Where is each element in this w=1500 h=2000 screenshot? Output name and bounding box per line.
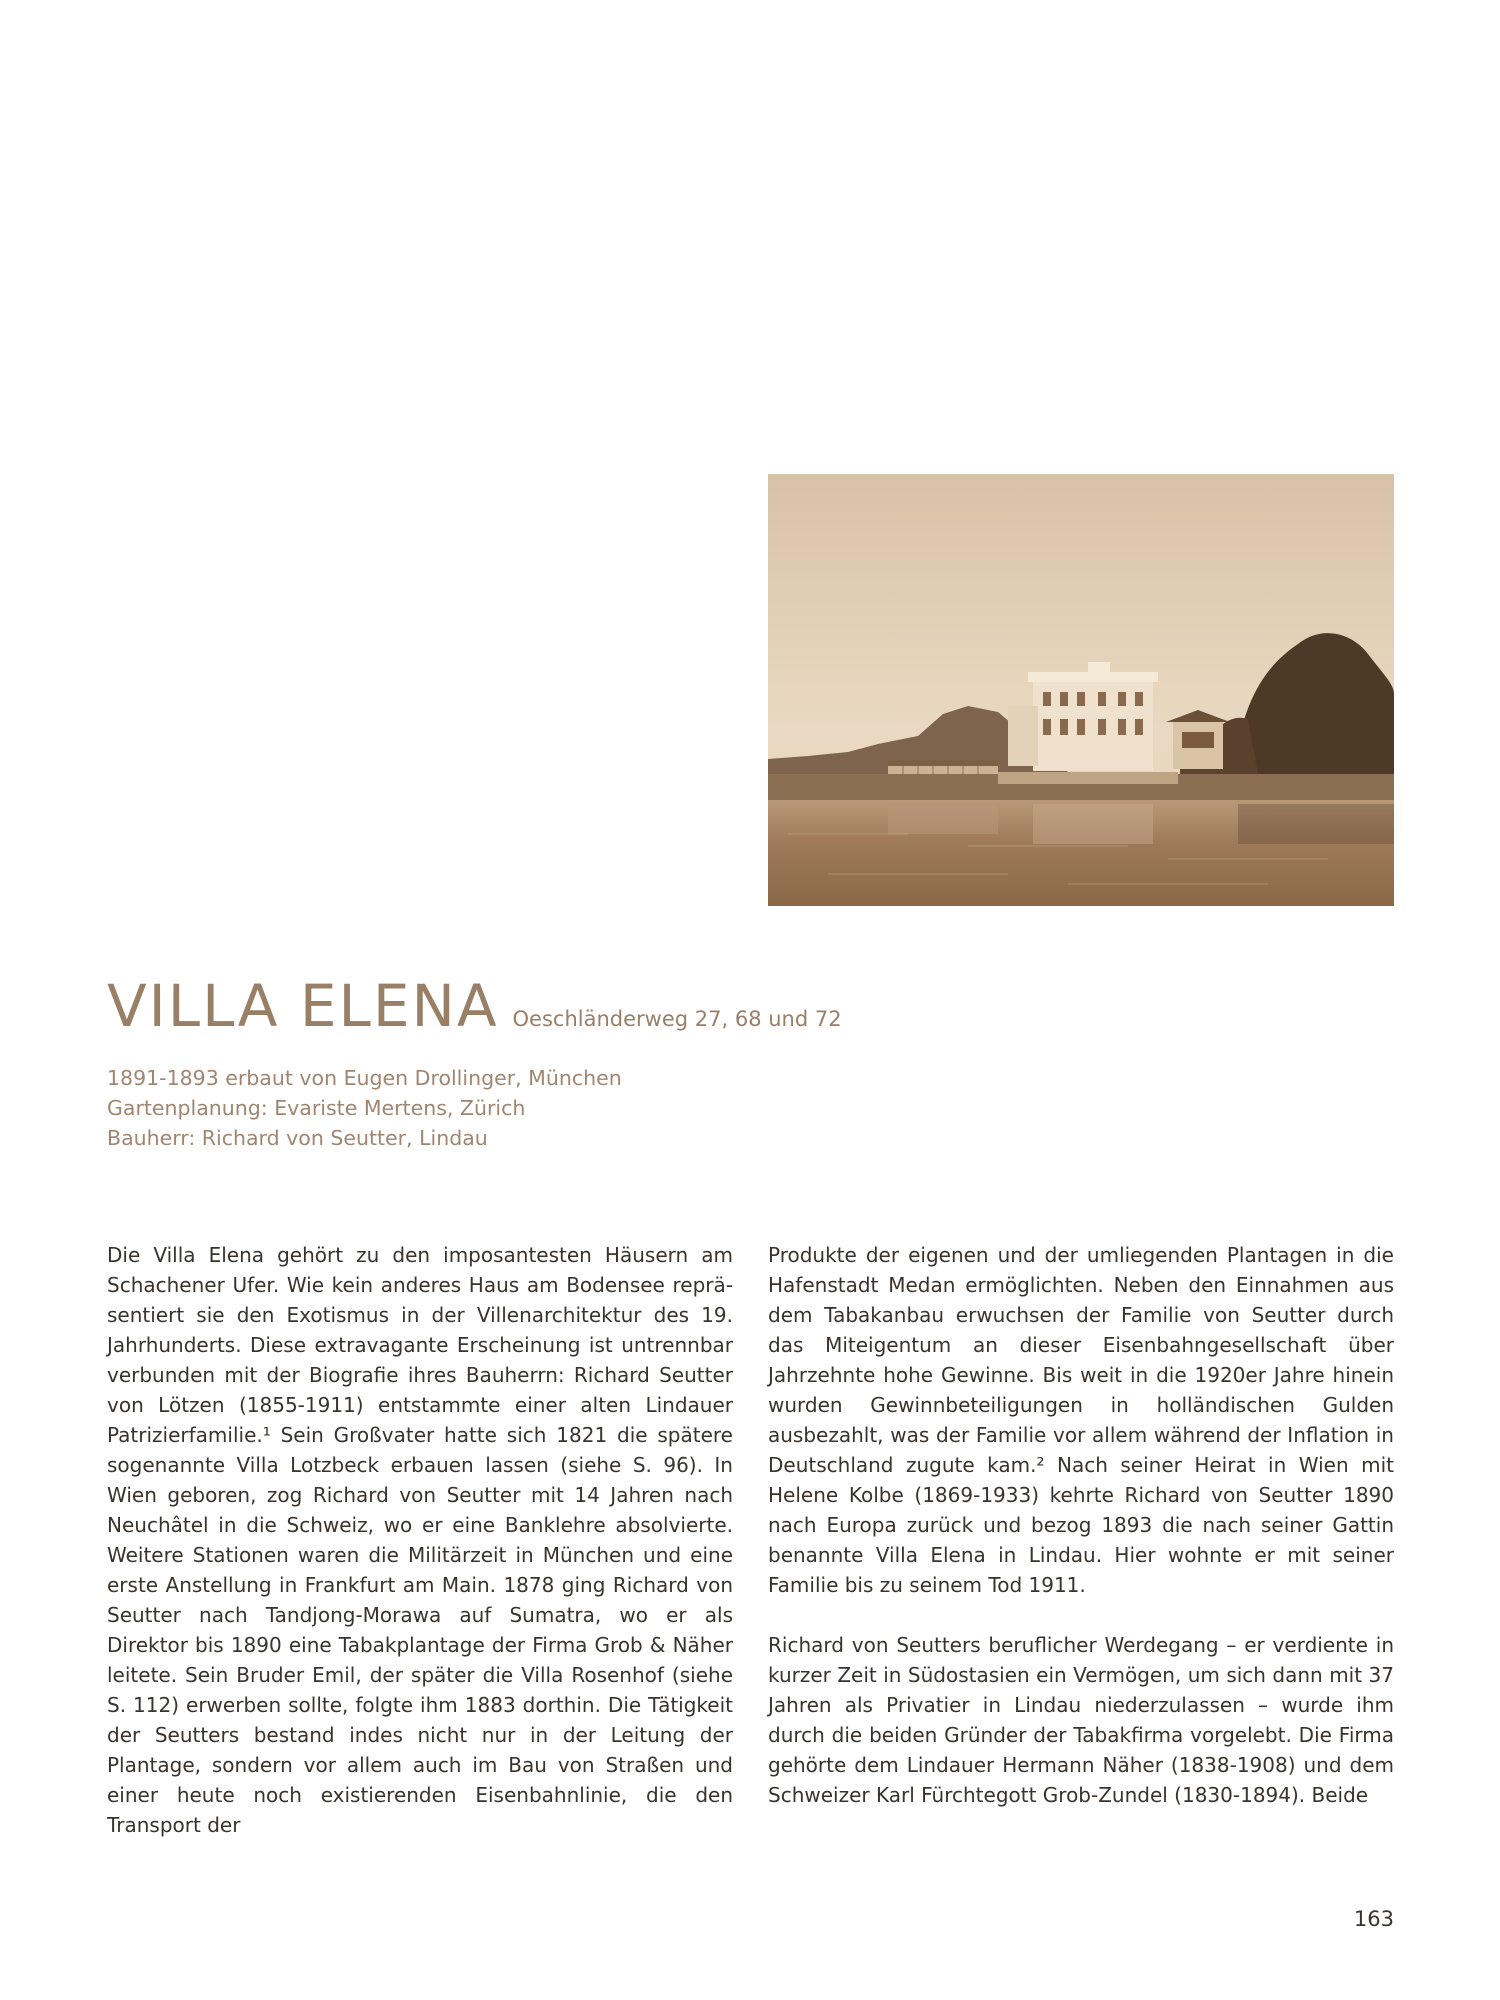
building-metadata: [107, 1063, 622, 1153]
meta-garden-planning: Gartenplanung: Evariste Mertens, Zürich: [107, 1096, 526, 1120]
villa-elena-photo: [768, 474, 1394, 906]
text-column-left: [107, 1240, 733, 1840]
address-subtitle: Oeschländerweg 27, 68 und 72: [512, 1007, 842, 1031]
page-number: 163: [1353, 1907, 1394, 1931]
page-title: VILLA ELENA: [107, 972, 499, 1040]
text-column-right: [768, 1240, 1394, 1810]
title-row: [107, 972, 842, 1040]
body-paragraph: Richard von Seutters beruflicher Werdegang – er verdiente in kurzer Zeit in Südostasien ein Vermögen, um sich dann mit 37 Jahren als Privatier in Lindau niederzulassen – wurde ihm durch die beiden Gründer der Tabakfirma vorgelebt. Die Firma gehörte dem Lindauer Hermann Näher (1838-1908) und dem Schweizer Karl Fürchtegott Grob-Zundel (1830-1894). Beide: [768, 1633, 1394, 1807]
sepia-photograph: [768, 474, 1394, 906]
body-paragraph: Produkte der eigenen und der umliegenden Plantagen in die Hafenstadt Medan ermöglichten. Neben den Einnahmen aus dem Tabakanbau erwuchsen der Familie von Seutter durch das Miteigentum an dieser Eisenbahngesellschaft über Jahrzehnte hohe Gewinne. Bis weit in die 1920er Jahre hinein wurden Gewinnbeteiligungen in holländischen Gulden ausbezahlt, was der Familie vor allem während der Inflation in Deutschland zugute kam.² Nach seiner Heirat in Wien mit Helene Kolbe (1869-1933) kehrte Richard von Seutter 1890 nach Europa zurück und bezog 1893 die nach seiner Gattin benannte Villa Elena in Lindau. Hier wohnte er mit seiner Familie bis zu seinem Tod 1911.: [768, 1243, 1394, 1597]
body-paragraph: Die Villa Elena gehört zu den imposantesten Häusern am Schachener Ufer. Wie kein anderes Haus am Bodensee repräsentiert sie den Exotismus in der Villenarchitektur des 19. Jahrhunderts. Diese extravagante Erscheinung ist untrennbar verbunden mit der Biografie ihres Bauherrn: Richard Seutter von Lötzen (1855-1911) entstammte einer alten Lindauer Patrizierfamilie.¹ Sein Großvater hatte sich 1821 die spätere sogenannte Villa Lotzbeck erbauen lassen (siehe S. 96). In Wien geboren, zog Richard von Seutter mit 14 Jahren nach Neuchâtel in die Schweiz, wo er eine Banklehre absolvierte. Weitere Stationen waren die Militärzeit in München und eine erste Anstellung in Frankfurt am Main. 1878 ging Richard von Seutter nach Tandjong-Morawa auf Sumatra, wo er als Direktor bis 1890 eine Tabakplantage der Firma Grob & Näher leitete. Sein Bruder Emil, der später die Villa Rosenhof (siehe S. 112) erwerben sollte, folgte ihm 1883 dorthin. Die Tätigkeit der Seutters bestand indes nicht nur in der Leitung der Plantage, sondern vor allem auch im Bau von Straßen und einer heute noch existierenden Eisenbahnlinie, die den Transport der: [107, 1243, 733, 1837]
meta-client: Bauherr: Richard von Seutter, Lindau: [107, 1126, 488, 1150]
meta-construction: 1891-1893 erbaut von Eugen Drollinger, München: [107, 1066, 622, 1090]
